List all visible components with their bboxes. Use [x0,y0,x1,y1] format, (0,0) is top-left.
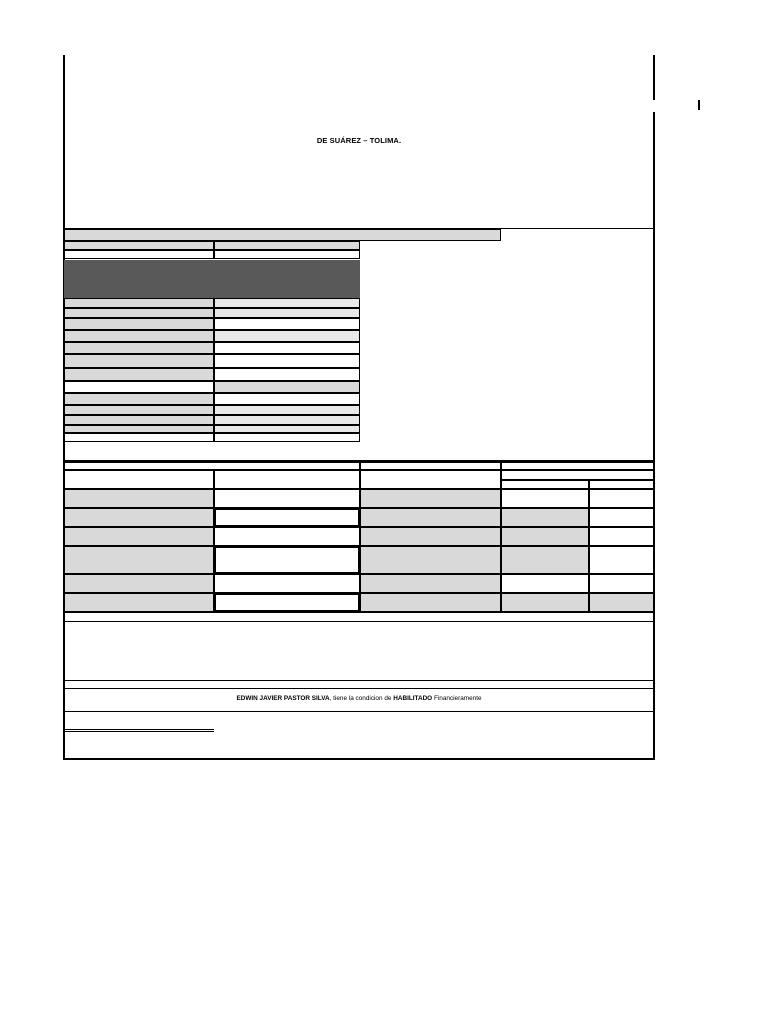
row-5-value [214,342,360,354]
row-11-value [214,415,360,425]
ind-row-1-value [360,489,501,508]
row-8-label [64,381,214,393]
contractor-name: EDWIN JAVIER PASTOR SILVA [236,695,330,702]
frame-bottom-border [63,758,655,760]
ind-head-1 [64,462,360,470]
notes-bottom-rule [64,680,654,681]
frame-right-border-top [653,55,655,100]
ind-row-6-result [589,593,654,612]
ind-row-2-req [501,508,589,527]
ind-row-5-label [64,574,214,593]
ind-subhead-3 [360,470,501,489]
ind-row-2-value [360,508,501,527]
ind-row-6-req [501,593,589,612]
row-2-value [214,308,360,318]
row-12-value [214,425,360,433]
ind-subhead-4 [501,470,654,480]
row-4-label [64,330,214,342]
signature-line [64,729,214,730]
row-1-value [214,298,360,308]
row-13-value [214,433,360,442]
certification-statement [64,695,654,702]
ind-row-6-formula [214,593,360,612]
row-10-label [64,405,214,415]
info-cell-a2 [214,241,360,250]
ind-row-2-formula [214,508,360,527]
ind-subhead-2 [214,470,360,489]
cert-top-rule [64,688,654,689]
cert-bottom-rule [64,711,654,712]
notes-top-rule [64,621,654,622]
ind-head-3 [501,462,654,470]
row-3-label [64,318,214,330]
ind-row-1-result [589,489,654,508]
ind-row-4-label [64,546,214,574]
ind-head-2 [360,462,501,470]
cert-status: HABILITADO [393,695,433,702]
ind-subhead-6 [589,480,654,489]
ind-row-5-result [589,574,654,593]
ind-row-1-label [64,489,214,508]
row-8-value [214,381,360,393]
ind-row-6-value [360,593,501,612]
ind-row-4-value [360,546,501,574]
ind-row-3-label [64,527,214,546]
ind-row-3-formula [214,527,360,546]
ind-row-4-result [589,546,654,574]
ind-row-1-req [501,489,589,508]
ind-row-5-value [360,574,501,593]
info-cell-b2 [214,250,360,259]
ind-row-5-formula [214,574,360,593]
row-2-label [64,308,214,318]
cert-text-1: , tiene la condicion de [329,695,392,702]
row-1-label [64,298,214,308]
ind-subhead-5 [501,480,589,489]
row-4-value [214,330,360,342]
row-11-label [64,415,214,425]
row-7-value [214,368,360,381]
row-9-value [214,393,360,405]
row-12-label [64,425,214,433]
row-3-value [214,318,360,330]
row-9-label [64,393,214,405]
row-7-label [64,368,214,381]
ind-row-5-req [501,574,589,593]
ind-row-3-value [360,527,501,546]
ind-row-2-result [589,508,654,527]
ind-row-6-label [64,593,214,612]
row-6-value [214,354,360,368]
ind-row-1-formula [214,489,360,508]
info-cell-a1 [64,241,214,250]
section-header-bar [64,229,501,241]
ind-row-3-req [501,527,589,546]
ind-row-3-result [589,527,654,546]
ind-row-4-formula [214,546,360,574]
ind-row-4-req [501,546,589,574]
document-title: DE SUÁREZ – TOLIMA. [316,136,402,145]
row-6-label [64,354,214,368]
cert-text-2: Financieramente [433,695,482,702]
row-10-value [214,405,360,415]
ind-row-2-label [64,508,214,527]
page-edge-mark [698,100,700,110]
lower-table-bottom-rule [64,611,654,613]
ind-subhead-1 [64,470,214,489]
row-13-label [64,433,214,442]
signature-line-2 [64,731,214,732]
frame-right-border [653,112,655,760]
info-cell-b1 [64,250,214,259]
row-5-label [64,342,214,354]
dark-header-band [64,260,360,298]
